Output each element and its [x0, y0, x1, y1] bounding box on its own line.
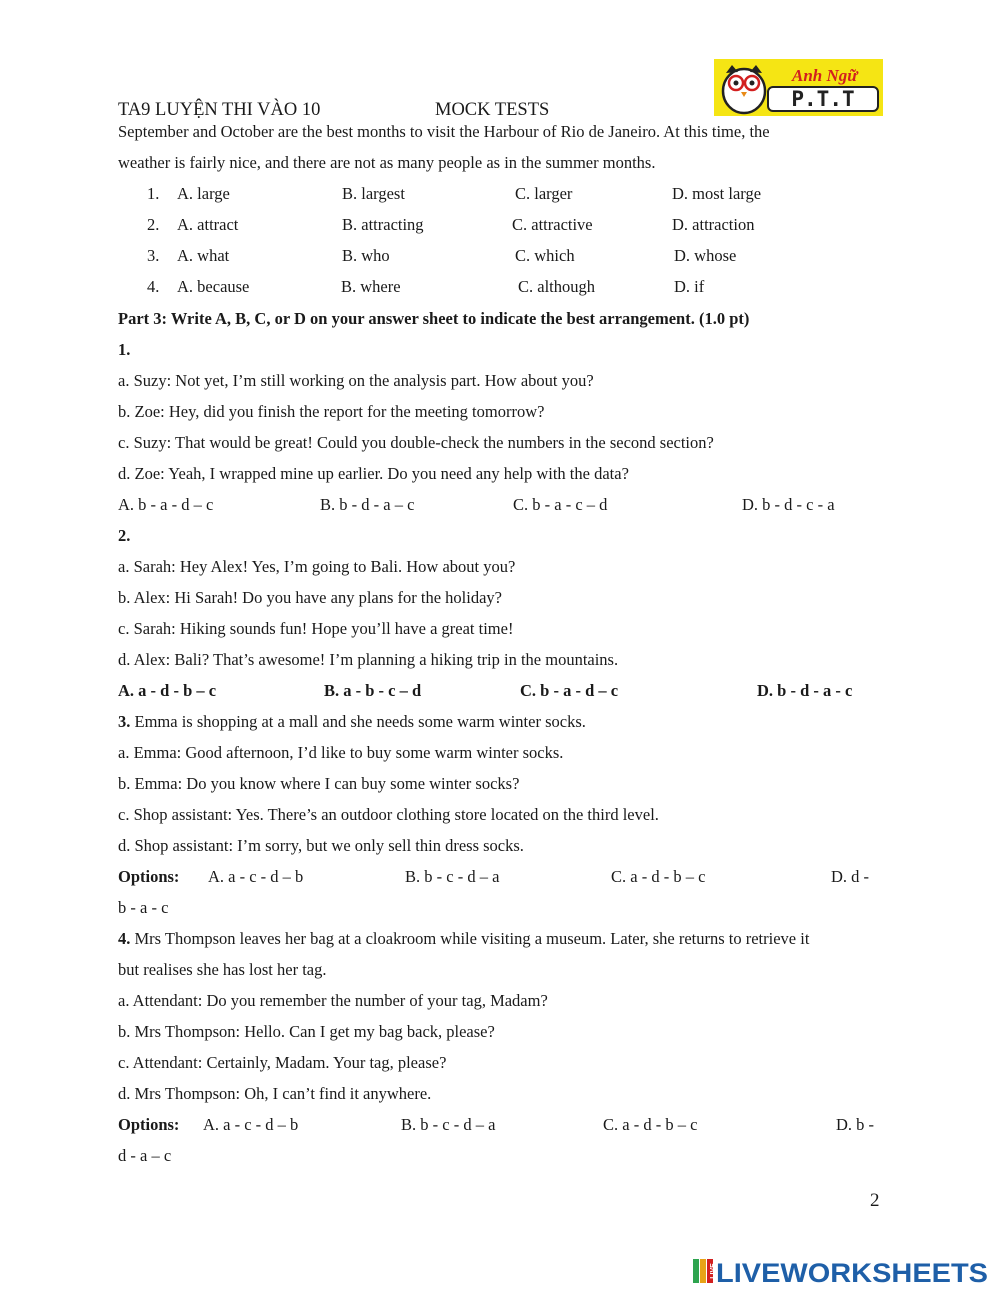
q2-line-c: c. Sarah: Hiking sounds fun! Hope you’ll have a great time! — [118, 619, 514, 638]
q3-line-d: d. Shop assistant: I’m sorry, but we only sell thin dress socks. — [118, 836, 524, 855]
q4-intro-line-2: but realises she has lost her tag. — [118, 960, 327, 979]
mc-option-b: B. who — [342, 246, 390, 265]
owl-icon — [723, 65, 765, 113]
course-title: TA9 LUYỆN THI VÀO 10 — [118, 100, 321, 120]
mc-number: 2. — [147, 215, 160, 234]
mc-option-c: C. attractive — [512, 215, 593, 234]
q2-option-d: D. b - d - a - c — [757, 681, 853, 700]
q1-option-d: D. b - d - c - a — [742, 495, 835, 514]
q4-line-a: a. Attendant: Do you remember the number of your tag, Madam? — [118, 991, 548, 1010]
q4-intro-text: Mrs Thompson leaves her bag at a cloakroom while visiting a museum. Later, she returns to retrieve it — [130, 929, 810, 948]
q4-option-a: A. a - c - d – b — [203, 1115, 299, 1134]
logo-text-bottom: P.T.T — [791, 87, 855, 111]
q3-line-b: b. Emma: Do you know where I can buy some winter socks? — [118, 774, 520, 793]
passage-line-2: weather is fairly nice, and there are not as many people as in the summer months. — [118, 153, 656, 172]
q4-number: 4. — [118, 929, 131, 948]
q4-option-d-wrap: d - a – c — [118, 1146, 172, 1165]
logo-text-top: Anh Ngữ — [792, 66, 858, 85]
q2-option-b: B. a - b - c – d — [324, 681, 422, 700]
q2-line-d: d. Alex: Bali? That’s awesome! I’m planning a hiking trip in the mountains. — [118, 650, 619, 669]
part3-heading: Part 3: Write A, B, C, or D on your answer sheet to indicate the best arrangement. (1.0 pt) — [118, 309, 750, 328]
q1-option-b: B. b - d - a – c — [320, 495, 415, 514]
q4-line-c: c. Attendant: Certainly, Madam. Your tag, please? — [118, 1053, 447, 1072]
q1-option-c: C. b - a - c – d — [513, 495, 608, 514]
q4-option-d: D. b - — [836, 1115, 875, 1134]
watermark-text: LIVEWORKSHEETS — [716, 1258, 988, 1286]
q2-line-a: a. Sarah: Hey Alex! Yes, I’m going to Bali. How about you? — [118, 557, 516, 576]
mc-option-a: A. large — [177, 184, 230, 203]
mc-option-d: D. whose — [674, 246, 737, 265]
q2-line-b: b. Alex: Hi Sarah! Do you have any plans for the holiday? — [118, 588, 502, 607]
q3-line-c: c. Shop assistant: Yes. There’s an outdoor clothing store located on the third level. — [118, 805, 659, 824]
q1-number: 1. — [118, 340, 131, 359]
mc-option-a: A. what — [177, 246, 230, 265]
q1-line-c: c. Suzy: That would be great! Could you double-check the numbers in the second section? — [118, 433, 714, 452]
mc-option-b: B. attracting — [342, 215, 424, 234]
q3-option-d: D. d - — [831, 867, 870, 886]
live-badge-icon — [693, 1259, 717, 1283]
q4-option-c: C. a - d - b – c — [603, 1115, 698, 1134]
q3-option-c: C. a - d - b – c — [611, 867, 706, 886]
q3-number: 3. — [118, 712, 131, 731]
q4-options-label: Options: — [118, 1115, 180, 1134]
passage-line-1: September and October are the best months to visit the Harbour of Rio de Janeiro. At this time, the — [118, 122, 770, 141]
q3-option-b: B. b - c - d – a — [405, 867, 500, 886]
mc-option-a: A. attract — [177, 215, 239, 234]
mc-option-d: D. most large — [672, 184, 762, 203]
q3-intro — [118, 712, 586, 732]
mc-option-b: B. largest — [342, 184, 405, 203]
mc-option-d: D. if — [674, 277, 705, 296]
mc-option-c: C. although — [518, 277, 595, 296]
q1-line-d: d. Zoe: Yeah, I wrapped mine up earlier. Do you need any help with the data? — [118, 464, 629, 483]
page-title: MOCK TESTS — [435, 100, 550, 120]
mc-number: 1. — [147, 184, 160, 203]
q3-options-label: Options: — [118, 867, 180, 886]
mc-option-c: C. which — [515, 246, 575, 265]
live-badge-text: LIVE — [710, 1263, 717, 1279]
q2-number: 2. — [118, 526, 131, 545]
q2-option-c: C. b - a - d – c — [520, 681, 619, 700]
q1-line-a: a. Suzy: Not yet, I’m still working on the analysis part. How about you? — [118, 371, 594, 390]
q3-intro-text: Emma is shopping at a mall and she needs some warm winter socks. — [130, 712, 586, 731]
q3-option-d-wrap: b - a - c — [118, 898, 169, 917]
mc-option-b: B. where — [341, 277, 401, 296]
q4-option-b: B. b - c - d – a — [401, 1115, 496, 1134]
mc-number: 4. — [147, 277, 160, 296]
mc-option-a: A. because — [177, 277, 250, 296]
q3-option-a: A. a - c - d – b — [208, 867, 304, 886]
mc-number: 3. — [147, 246, 160, 265]
q1-line-b: b. Zoe: Hey, did you finish the report for the meeting tomorrow? — [118, 402, 545, 421]
page-number: 2 — [870, 1190, 880, 1211]
q2-option-a: A. a - d - b – c — [118, 681, 217, 700]
q4-line-b: b. Mrs Thompson: Hello. Can I get my bag back, please? — [118, 1022, 495, 1041]
anh-ngu-ptt-logo — [714, 59, 883, 116]
q1-option-a: A. b - a - d – c — [118, 495, 214, 514]
liveworksheets-watermark — [693, 1256, 993, 1286]
mc-option-c: C. larger — [515, 184, 573, 203]
q4-intro — [118, 929, 809, 949]
q3-line-a: a. Emma: Good afternoon, I’d like to buy some warm winter socks. — [118, 743, 564, 762]
mc-option-d: D. attraction — [672, 215, 755, 234]
q4-line-d: d. Mrs Thompson: Oh, I can’t find it anywhere. — [118, 1084, 432, 1103]
